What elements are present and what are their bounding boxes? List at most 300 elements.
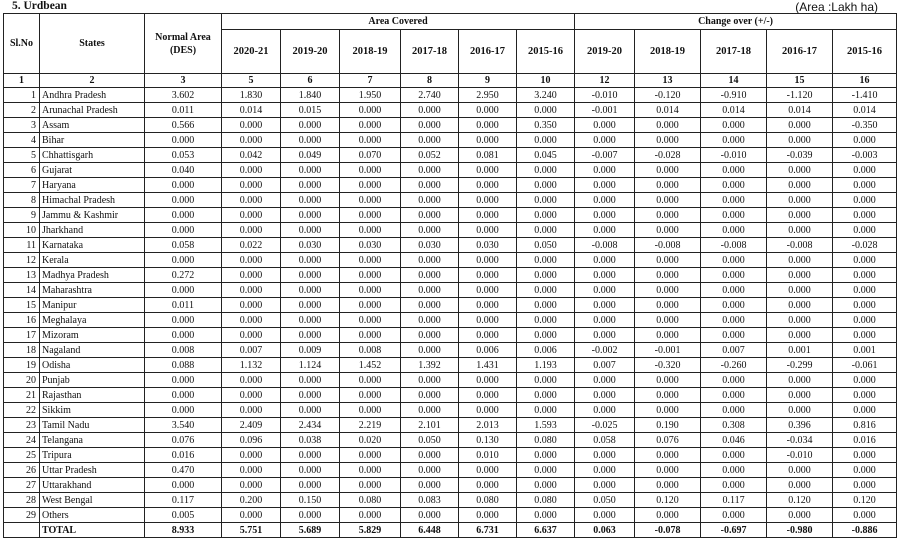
state-name-cell: Others: [40, 508, 145, 523]
serial-number-cell: 19: [4, 358, 40, 373]
value-cell: 0.000: [833, 403, 897, 418]
state-name-cell: Rajasthan: [40, 388, 145, 403]
value-cell: 0.000: [222, 463, 281, 478]
value-cell: 0.000: [340, 178, 401, 193]
value-cell: 0.000: [401, 373, 459, 388]
table-row: [4, 328, 897, 343]
value-cell: 0.000: [401, 283, 459, 298]
value-cell: -0.010: [575, 88, 635, 103]
value-cell: 0.000: [145, 403, 222, 418]
value-cell: 0.000: [635, 463, 701, 478]
value-cell: 0.000: [833, 478, 897, 493]
column-number: 9: [459, 74, 517, 88]
serial-number-cell: 14: [4, 283, 40, 298]
value-cell: 0.058: [575, 433, 635, 448]
value-cell: -0.003: [833, 148, 897, 163]
value-cell: 0.000: [635, 133, 701, 148]
value-cell: 0.000: [401, 508, 459, 523]
value-cell: 2.434: [281, 418, 340, 433]
value-cell: 0.000: [281, 373, 340, 388]
value-cell: 0.150: [281, 493, 340, 508]
column-number-row: [4, 74, 897, 88]
serial-number-cell: 22: [4, 403, 40, 418]
column-number: 8: [401, 74, 459, 88]
value-cell: 0.016: [145, 448, 222, 463]
value-cell: 0.000: [635, 508, 701, 523]
serial-number-cell: 4: [4, 133, 40, 148]
value-cell: 0.272: [145, 268, 222, 283]
value-cell: 0.000: [575, 163, 635, 178]
state-name-cell: Sikkim: [40, 403, 145, 418]
value-cell: 0.816: [833, 418, 897, 433]
table-row: [4, 388, 897, 403]
value-cell: 0.011: [145, 103, 222, 118]
value-cell: 0.000: [635, 163, 701, 178]
value-cell: 0.000: [222, 283, 281, 298]
value-cell: 0.000: [575, 223, 635, 238]
state-name-cell: Uttarakhand: [40, 478, 145, 493]
value-cell: 0.000: [340, 373, 401, 388]
value-cell: 0.000: [145, 313, 222, 328]
value-cell: 0.058: [145, 238, 222, 253]
value-cell: 1.830: [222, 88, 281, 103]
state-name-cell: Telangana: [40, 433, 145, 448]
table-row: [4, 283, 897, 298]
value-cell: 0.050: [575, 493, 635, 508]
value-cell: 0.000: [635, 253, 701, 268]
value-cell: 0.000: [701, 118, 767, 133]
value-cell: 1.132: [222, 358, 281, 373]
value-cell: 0.000: [833, 373, 897, 388]
column-number: 6: [281, 74, 340, 88]
state-name-cell: Himachal Pradesh: [40, 193, 145, 208]
value-cell: 0.000: [701, 223, 767, 238]
value-cell: 0.000: [340, 133, 401, 148]
value-cell: 0.000: [145, 283, 222, 298]
value-cell: 0.000: [281, 223, 340, 238]
value-cell: 0.000: [833, 313, 897, 328]
value-cell: 0.000: [281, 463, 340, 478]
serial-number-cell: 7: [4, 178, 40, 193]
value-cell: 2.013: [459, 418, 517, 433]
value-cell: 0.000: [635, 448, 701, 463]
value-cell: 0.000: [401, 163, 459, 178]
state-name-cell: Jharkhand: [40, 223, 145, 238]
serial-number-cell: 8: [4, 193, 40, 208]
serial-number-cell: 28: [4, 493, 40, 508]
value-cell: 0.000: [701, 178, 767, 193]
value-cell: 0.000: [833, 223, 897, 238]
value-cell: 0.000: [401, 103, 459, 118]
serial-number-cell: [4, 523, 40, 538]
serial-number-cell: 20: [4, 373, 40, 388]
value-cell: 0.000: [145, 223, 222, 238]
value-cell: 0.010: [459, 448, 517, 463]
value-cell: 0.000: [517, 283, 575, 298]
value-cell: 0.011: [145, 298, 222, 313]
header-year: 2016-17: [459, 30, 517, 74]
value-cell: 0.000: [635, 268, 701, 283]
value-cell: 0.117: [145, 493, 222, 508]
value-cell: 0.000: [575, 328, 635, 343]
table-row: [4, 478, 897, 493]
value-cell: 0.000: [767, 193, 833, 208]
value-cell: 0.120: [833, 493, 897, 508]
document-title: 5. Urdbean: [12, 0, 67, 12]
value-cell: 0.000: [340, 313, 401, 328]
value-cell: 0.000: [340, 103, 401, 118]
value-cell: 0.000: [401, 313, 459, 328]
value-cell: 0.000: [517, 448, 575, 463]
value-cell: 0.022: [222, 238, 281, 253]
table-row: [4, 463, 897, 478]
value-cell: 0.120: [635, 493, 701, 508]
value-cell: 0.015: [281, 103, 340, 118]
value-cell: 0.000: [145, 178, 222, 193]
value-cell: 0.000: [575, 403, 635, 418]
serial-number-cell: 17: [4, 328, 40, 343]
value-cell: 0.000: [340, 283, 401, 298]
value-cell: 0.076: [145, 433, 222, 448]
value-cell: 0.000: [340, 268, 401, 283]
value-cell: 0.000: [281, 508, 340, 523]
value-cell: 0.000: [517, 463, 575, 478]
value-cell: 0.070: [340, 148, 401, 163]
value-cell: -0.001: [575, 103, 635, 118]
table-row: [4, 148, 897, 163]
value-cell: 0.000: [401, 253, 459, 268]
header-states: States: [40, 14, 145, 74]
value-cell: 0.000: [222, 478, 281, 493]
value-cell: 0.000: [833, 463, 897, 478]
value-cell: 3.240: [517, 88, 575, 103]
column-number: 1: [4, 74, 40, 88]
value-cell: 1.452: [340, 358, 401, 373]
value-cell: 2.219: [340, 418, 401, 433]
value-cell: 1.431: [459, 358, 517, 373]
serial-number-cell: 25: [4, 448, 40, 463]
value-cell: 0.000: [222, 253, 281, 268]
value-cell: 0.000: [635, 118, 701, 133]
value-cell: 0.008: [340, 343, 401, 358]
value-cell: 0.000: [459, 178, 517, 193]
value-cell: 0.000: [459, 388, 517, 403]
table-row: [4, 403, 897, 418]
column-number: 10: [517, 74, 575, 88]
state-name-cell: Tamil Nadu: [40, 418, 145, 433]
value-cell: 0.052: [401, 148, 459, 163]
value-cell: 0.000: [340, 328, 401, 343]
value-cell: 0.000: [767, 208, 833, 223]
value-cell: 0.000: [222, 223, 281, 238]
state-name-cell: Karnataka: [40, 238, 145, 253]
value-cell: 0.308: [701, 418, 767, 433]
value-cell: 0.000: [767, 388, 833, 403]
value-cell: 0.000: [701, 193, 767, 208]
value-cell: 0.040: [145, 163, 222, 178]
value-cell: 0.000: [575, 478, 635, 493]
value-cell: 0.000: [635, 313, 701, 328]
state-name-cell: Nagaland: [40, 343, 145, 358]
value-cell: 0.000: [575, 283, 635, 298]
value-cell: -0.034: [767, 433, 833, 448]
value-cell: 0.190: [635, 418, 701, 433]
table-row: [4, 448, 897, 463]
value-cell: 0.000: [340, 388, 401, 403]
header-year: 2017-18: [401, 30, 459, 74]
value-cell: 0.000: [340, 298, 401, 313]
value-cell: 0.000: [767, 508, 833, 523]
value-cell: 0.000: [222, 448, 281, 463]
value-cell: 1.124: [281, 358, 340, 373]
value-cell: 0.014: [222, 103, 281, 118]
value-cell: 0.000: [401, 223, 459, 238]
column-number: 3: [145, 74, 222, 88]
value-cell: 0.000: [701, 463, 767, 478]
value-cell: 0.042: [222, 148, 281, 163]
value-cell: 0.000: [701, 328, 767, 343]
value-cell: 0.007: [222, 343, 281, 358]
header-year: 2019-20: [281, 30, 340, 74]
serial-number-cell: 27: [4, 478, 40, 493]
value-cell: 0.030: [340, 238, 401, 253]
value-cell: -0.008: [575, 238, 635, 253]
serial-number-cell: 18: [4, 343, 40, 358]
value-cell: 0.000: [222, 118, 281, 133]
state-name-cell: Uttar Pradesh: [40, 463, 145, 478]
value-cell: 5.829: [340, 523, 401, 538]
value-cell: 0.000: [145, 208, 222, 223]
table-body: [4, 88, 897, 538]
value-cell: 0.014: [635, 103, 701, 118]
value-cell: 0.000: [401, 463, 459, 478]
value-cell: 0.008: [145, 343, 222, 358]
state-name-cell: Gujarat: [40, 163, 145, 178]
value-cell: 0.000: [281, 403, 340, 418]
value-cell: 0.470: [145, 463, 222, 478]
value-cell: 0.000: [401, 478, 459, 493]
value-cell: 0.045: [517, 148, 575, 163]
value-cell: 0.000: [575, 313, 635, 328]
value-cell: 0.050: [517, 238, 575, 253]
table-row: [4, 253, 897, 268]
header-change-year: 2018-19: [635, 30, 701, 74]
table-row: [4, 313, 897, 328]
value-cell: -0.002: [575, 343, 635, 358]
value-cell: 0.000: [145, 328, 222, 343]
table-row: [4, 433, 897, 448]
value-cell: 0.000: [767, 283, 833, 298]
value-cell: 0.000: [701, 133, 767, 148]
value-cell: -0.010: [767, 448, 833, 463]
value-cell: 0.000: [222, 313, 281, 328]
table-row: [4, 508, 897, 523]
state-name-cell: West Bengal: [40, 493, 145, 508]
value-cell: 0.000: [833, 298, 897, 313]
serial-number-cell: 24: [4, 433, 40, 448]
value-cell: 0.050: [401, 433, 459, 448]
value-cell: 5.689: [281, 523, 340, 538]
value-cell: 0.000: [459, 253, 517, 268]
value-cell: -0.299: [767, 358, 833, 373]
value-cell: 0.000: [401, 178, 459, 193]
value-cell: 0.000: [401, 193, 459, 208]
table-row: [4, 493, 897, 508]
value-cell: 5.751: [222, 523, 281, 538]
value-cell: 0.000: [517, 403, 575, 418]
value-cell: 0.000: [340, 118, 401, 133]
value-cell: -0.010: [701, 148, 767, 163]
value-cell: 0.000: [459, 223, 517, 238]
value-cell: 0.053: [145, 148, 222, 163]
value-cell: 0.000: [222, 193, 281, 208]
value-cell: 0.000: [222, 328, 281, 343]
value-cell: 0.000: [281, 253, 340, 268]
value-cell: 1.193: [517, 358, 575, 373]
value-cell: -1.410: [833, 88, 897, 103]
value-cell: 0.000: [833, 208, 897, 223]
value-cell: 0.000: [701, 208, 767, 223]
value-cell: 0.030: [401, 238, 459, 253]
value-cell: -1.120: [767, 88, 833, 103]
value-cell: 0.000: [517, 193, 575, 208]
table-row: [4, 298, 897, 313]
value-cell: 0.000: [281, 478, 340, 493]
value-cell: 0.000: [145, 388, 222, 403]
value-cell: 0.000: [701, 253, 767, 268]
value-cell: 0.000: [517, 328, 575, 343]
value-cell: 0.000: [517, 208, 575, 223]
state-name-cell: Assam: [40, 118, 145, 133]
column-number: 7: [340, 74, 401, 88]
value-cell: 0.000: [340, 253, 401, 268]
table-row: [4, 193, 897, 208]
header-change-year: 2015-16: [833, 30, 897, 74]
state-name-cell: Tripura: [40, 448, 145, 463]
value-cell: 0.030: [281, 238, 340, 253]
value-cell: 0.000: [767, 268, 833, 283]
value-cell: 0.000: [635, 193, 701, 208]
value-cell: 6.637: [517, 523, 575, 538]
value-cell: 1.840: [281, 88, 340, 103]
value-cell: 0.000: [401, 328, 459, 343]
value-cell: 0.000: [833, 178, 897, 193]
value-cell: 0.000: [222, 373, 281, 388]
value-cell: 0.000: [401, 268, 459, 283]
value-cell: 0.000: [401, 133, 459, 148]
value-cell: 3.540: [145, 418, 222, 433]
value-cell: 0.000: [459, 133, 517, 148]
value-cell: 2.950: [459, 88, 517, 103]
value-cell: 0.000: [767, 133, 833, 148]
state-name-cell: Arunachal Pradesh: [40, 103, 145, 118]
table-row: [4, 178, 897, 193]
serial-number-cell: 26: [4, 463, 40, 478]
value-cell: 0.200: [222, 493, 281, 508]
unit-note: (Area :Lakh ha): [795, 0, 878, 14]
value-cell: 0.000: [340, 508, 401, 523]
value-cell: 0.000: [222, 163, 281, 178]
state-name-cell: Mizoram: [40, 328, 145, 343]
value-cell: -0.039: [767, 148, 833, 163]
value-cell: 0.000: [701, 268, 767, 283]
value-cell: 0.000: [833, 328, 897, 343]
value-cell: 0.000: [281, 208, 340, 223]
value-cell: 0.000: [635, 373, 701, 388]
value-cell: 0.000: [222, 403, 281, 418]
serial-number-cell: 5: [4, 148, 40, 163]
state-name-cell: Bihar: [40, 133, 145, 148]
value-cell: 0.000: [340, 448, 401, 463]
column-number: 15: [767, 74, 833, 88]
value-cell: 0.000: [767, 298, 833, 313]
value-cell: 1.593: [517, 418, 575, 433]
value-cell: 0.000: [701, 283, 767, 298]
value-cell: -0.061: [833, 358, 897, 373]
serial-number-cell: 21: [4, 388, 40, 403]
state-name-cell: Chhattisgarh: [40, 148, 145, 163]
column-number: 14: [701, 74, 767, 88]
value-cell: 0.080: [517, 433, 575, 448]
value-cell: 0.350: [517, 118, 575, 133]
value-cell: 0.088: [145, 358, 222, 373]
serial-number-cell: 12: [4, 253, 40, 268]
value-cell: 0.080: [517, 493, 575, 508]
value-cell: 0.001: [833, 343, 897, 358]
state-name-cell: Maharashtra: [40, 283, 145, 298]
value-cell: 0.000: [459, 328, 517, 343]
value-cell: 0.000: [281, 298, 340, 313]
value-cell: 0.000: [281, 268, 340, 283]
value-cell: 0.000: [701, 298, 767, 313]
value-cell: 0.000: [401, 388, 459, 403]
value-cell: 1.392: [401, 358, 459, 373]
value-cell: 0.000: [575, 373, 635, 388]
value-cell: 0.130: [459, 433, 517, 448]
value-cell: 0.000: [517, 253, 575, 268]
state-name-cell: Kerala: [40, 253, 145, 268]
header-normal-area: Normal Area (DES): [145, 14, 222, 74]
value-cell: 0.000: [459, 313, 517, 328]
value-cell: 0.006: [459, 343, 517, 358]
value-cell: 0.083: [401, 493, 459, 508]
column-number: 16: [833, 74, 897, 88]
serial-number-cell: 10: [4, 223, 40, 238]
value-cell: 0.076: [635, 433, 701, 448]
value-cell: 0.014: [833, 103, 897, 118]
table-row: [4, 418, 897, 433]
value-cell: 1.950: [340, 88, 401, 103]
value-cell: 0.006: [517, 343, 575, 358]
value-cell: 0.007: [701, 343, 767, 358]
value-cell: 0.000: [281, 118, 340, 133]
value-cell: -0.028: [833, 238, 897, 253]
value-cell: -0.001: [635, 343, 701, 358]
value-cell: 0.000: [635, 328, 701, 343]
state-name-cell: Jammu & Kashmir: [40, 208, 145, 223]
table-row: [4, 373, 897, 388]
value-cell: 0.000: [833, 508, 897, 523]
value-cell: -0.007: [575, 148, 635, 163]
value-cell: 0.014: [701, 103, 767, 118]
value-cell: 2.101: [401, 418, 459, 433]
value-cell: 0.000: [701, 373, 767, 388]
value-cell: 0.000: [459, 118, 517, 133]
value-cell: 0.046: [701, 433, 767, 448]
value-cell: 0.000: [517, 313, 575, 328]
value-cell: 0.000: [833, 283, 897, 298]
value-cell: 0.000: [575, 178, 635, 193]
